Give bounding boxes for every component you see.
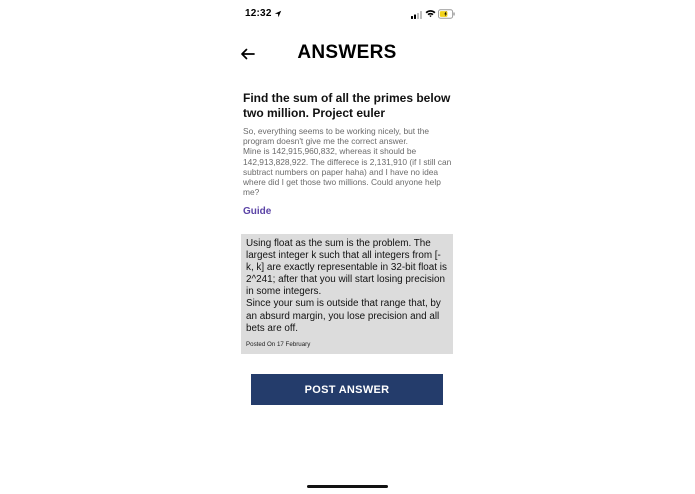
page-title: ANSWERS [297,42,397,63]
location-arrow-icon [274,10,282,18]
guide-link[interactable]: Guide [243,206,272,217]
arrow-left-icon [238,44,258,64]
home-indicator[interactable] [307,485,388,488]
answer-posted-date: Posted On 17 February [246,341,311,348]
status-bar [245,8,455,22]
status-time: 12:32 [245,8,272,19]
answer-text: Using float as the sum is the problem. The largest integer k such that all integers from [-k, k] are exactly representable in 32-bit float is 2^241; after that you will start losing precision in some integers. Since your sum is outside that range that, by an absurd margin, you lose precision and all bets are off. [246,238,447,334]
question-body: So, everything seems to be working nicely, but the program doesn't give me the correct answer. Mine is 142,915,960,832, whereas it should be 142,913,828,922. The differece is 2,131,910 (if I still can subtract numbers on paper haha) and I have no idea where did I get those two millions. Could anyone help me? [243,126,452,198]
answer-card [241,234,453,354]
post-answer-button[interactable]: POST ANSWER [251,374,443,405]
back-button[interactable] [238,44,258,64]
cellular-signal-icon [411,10,423,19]
question-title: Find the sum of all the primes below two million. Project euler [243,91,451,120]
wifi-icon [425,9,436,18]
battery-icon [438,9,455,19]
